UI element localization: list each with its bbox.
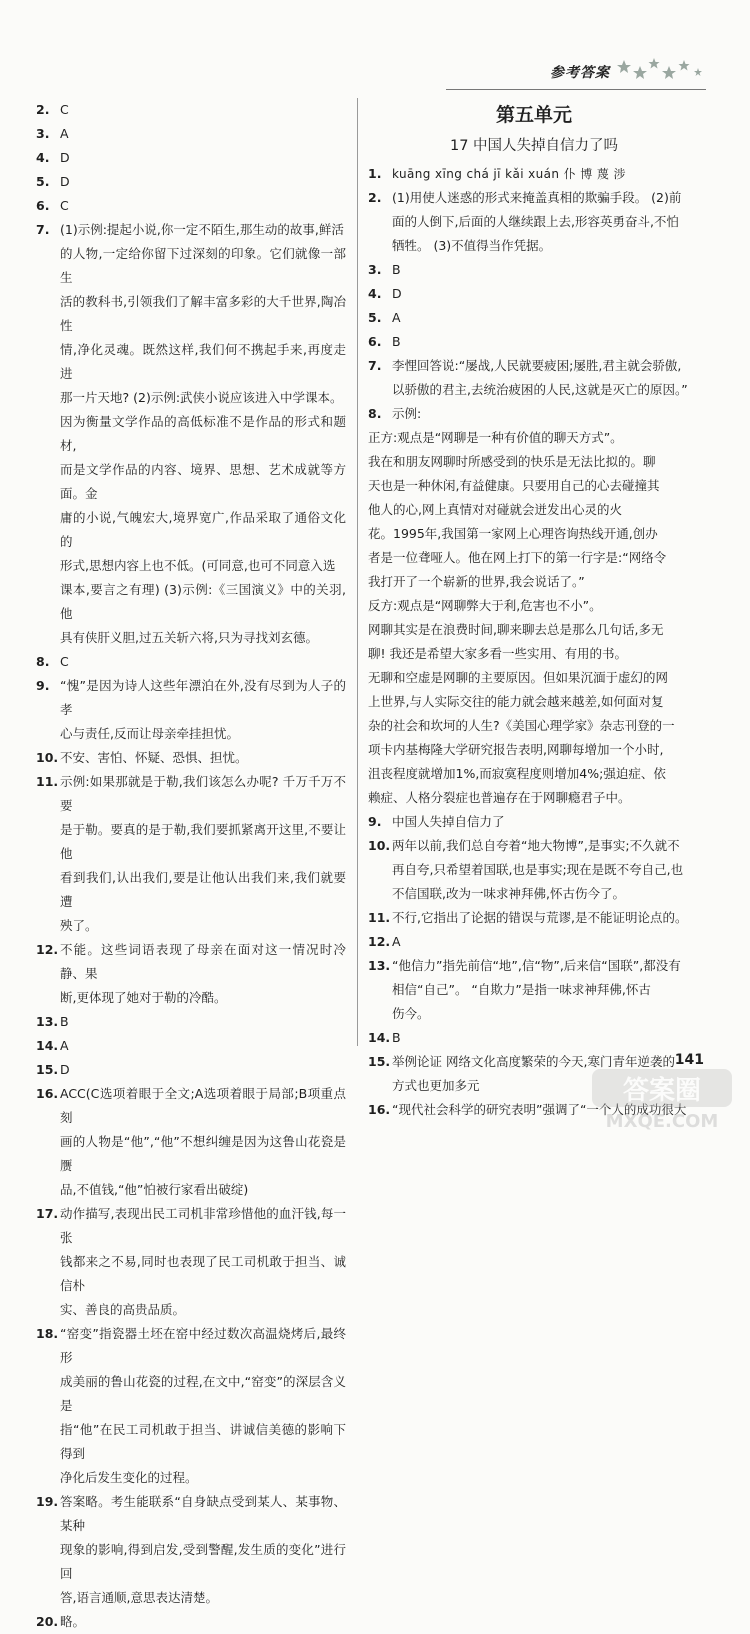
answer-text: 两年以前,我们总自夸着“地大物博”,是事实;不久就不 再自夸,只希望着国联,也是事实;现在是既不夸自己,也 不信国联,改为一味求神拜佛,怀古伤今了。 (392, 838, 684, 901)
answer-text: D (60, 150, 70, 165)
answer-text: D (60, 174, 70, 189)
answer-number: 3. (368, 262, 382, 277)
answer-item (36, 1490, 346, 1610)
answer-number: 6. (36, 198, 50, 213)
answer-number: 1. (368, 166, 382, 181)
answer-text: B (392, 334, 401, 349)
answer-item (368, 330, 700, 354)
answer-number: 2. (368, 190, 382, 205)
answer-text: B (60, 1014, 69, 1029)
answer-text: 不能。这些词语表现了母亲在面对这一情况时冷静、果 断,更体现了她对于勒的冷酷。 (60, 942, 346, 1005)
answer-text: “愧”是因为诗人这些年漂泊在外,没有尽到为人子的孝 心与责任,反而让母亲牵挂担忧。 (60, 678, 346, 741)
unit-title: 第五单元 (495, 104, 572, 126)
answer-item (36, 650, 346, 674)
answer-text: A (392, 310, 401, 325)
answer-item (368, 258, 700, 282)
answer-number: 3. (36, 126, 50, 141)
answer-number: 7. (368, 358, 382, 373)
answer-text: C (60, 198, 69, 213)
header-rule (446, 89, 706, 90)
answer-list (368, 186, 700, 426)
answer-text: (1)用使人迷惑的形式来掩盖真相的欺骗手段。 (2)前 面的人倒下,后面的人继续跟上去,形容英勇奋斗,不怕 牺牲。 (3)不值得当作凭据。 (392, 190, 682, 253)
answer-number: 13. (36, 1014, 59, 1029)
answer-text: 不安、害怕、怀疑、恐惧、担忧。 (60, 750, 248, 765)
watermark-logo (582, 1063, 742, 1133)
answer-item (36, 170, 346, 194)
answer-number: 6. (368, 334, 382, 349)
answer-number: 13. (368, 958, 391, 973)
answer-text: 答案略。考生能联系“自身缺点受到某人、某事物、某种 现象的影响,得到启发,受到警醒,发生质的变化”进行回 答,语言通顺,意思表达清楚。 (60, 1494, 346, 1605)
answer-item (36, 194, 346, 218)
answer-item (36, 770, 346, 938)
pinyin-answer: kuāng xīng chá jī kǎi xuán 仆 博 蔑 涉 (392, 167, 626, 181)
answer-item (368, 186, 700, 258)
answer-number: 9. (36, 678, 50, 693)
answer-number: 11. (36, 774, 59, 789)
answer-item (368, 834, 700, 906)
answer-number: 7. (36, 222, 50, 237)
answer-number: 15. (368, 1054, 391, 1069)
answer-number: 14. (36, 1038, 59, 1053)
right-answer-column (368, 98, 700, 1122)
answer-number: 4. (368, 286, 382, 301)
answer-number: 19. (36, 1494, 59, 1509)
answer-text: 不行,它指出了论据的错误与荒谬,是不能证明论点的。 (392, 910, 688, 925)
svg-text:MXQE.COM: MXQE.COM (605, 1111, 719, 1132)
answer-item (368, 954, 700, 1026)
answer-number: 2. (36, 102, 50, 117)
column-divider (357, 98, 358, 1046)
answer-item (36, 1010, 346, 1034)
answer-number: 4. (36, 150, 50, 165)
answer-item (368, 810, 700, 834)
answer-text: C (60, 654, 69, 669)
answer-text: B (392, 1030, 401, 1045)
answer-text: “他信力”指先前信“地”,信“物”,后来信“国联”,都没有 相信“自己”。 “自欺力”是指一味求神拜佛,怀古 伤今。 (392, 958, 681, 1021)
answer-number: 10. (368, 838, 391, 853)
answer-item (368, 1026, 700, 1050)
answer-item (368, 354, 700, 402)
answer-number: 12. (368, 934, 391, 949)
answer-number: 17. (36, 1206, 59, 1221)
answer-text: 李悝回答说:“屡战,人民就要疲困;屡胜,君主就会骄傲, 以骄傲的君主,去统治疲困的人民,这就是灭亡的原因。” (392, 358, 688, 397)
answer-item (36, 674, 346, 746)
answer-item (36, 1202, 346, 1322)
answer-number: 16. (36, 1086, 59, 1101)
answer-number: 8. (368, 406, 382, 421)
answer-text: 略。 (60, 1614, 86, 1629)
answer-number: 20. (36, 1614, 59, 1629)
answer-item (36, 1034, 346, 1058)
answer-number: 8. (36, 654, 50, 669)
answer-item (368, 906, 700, 930)
answer-item (36, 1610, 346, 1634)
answer-number: 9. (368, 814, 382, 829)
answer-item (36, 1082, 346, 1202)
answer-text: C (60, 102, 69, 117)
svg-text:答案圈: 答案圈 (622, 1076, 702, 1106)
answer-text: D (60, 1062, 70, 1077)
answer-number: 16. (368, 1102, 391, 1117)
answer-item (36, 746, 346, 770)
answer-number: 11. (368, 910, 391, 925)
answer-item (36, 218, 346, 650)
answer-number: 5. (36, 174, 50, 189)
page-number: 141 (674, 1052, 704, 1068)
answer-text: (1)示例:提起小说,你一定不陌生,那生动的故事,鲜活 的人物,一定给你留下过深刻的印象。它们就像一部生 活的教科书,引领我们了解丰富多彩的大千世界,陶冶性 情,净化灵魂。既然这样,我们何不携起手来,再度走进 那一片天地? (2)示例:武侠小说应该进入中学课本。 因为衡量文学作品的高低标准不是作品的形式和题材, 而是文学作品的内容、境界、思想、艺术成就等方面。金 庸的小说,气魄宏大,境界宽广,作品采取了通俗文化的 形式,思想内容上也不低。(可同意,也可不同意入选 课本,要言之有理) (3)示例:《三国演义》中的关羽,他 具有侠肝义胆,过五关斩六将,只为寻找刘玄德。 (60, 222, 346, 645)
item8-sample-answer: 正方:观点是“网聊是一种有价值的聊天方式”。 我在和朋友网聊时所感受到的快乐是无法比拟的。聊 天也是一种休闲,有益健康。只要用自己的心去碰撞其 他人的心,网上真情对对碰就会迸发出心灵的火 花。1995年,我国第一家网上心理咨询热线开通,创办 者是一位聋哑人。他在网上打下的第一行字是:“网络令 我打开了一个崭新的世界,我会说话了。” 反方:观点是“网聊弊大于利,危害也不小”。 网聊其实是在浪费时间,聊来聊去总是那么几句话,多无 聊! 我还是希望大家多看一些实用、有用的书。 无聊和空虚是网聊的主要原因。但如果沉湎于虚幻的网 上世界,与人实际交往的能力就会越来越差,如何面对复 杂的社会和坎坷的人生?《美国心理学家》杂志刊登的一 项卡内基梅隆大学研究报告表明,网聊每增加一个小时, 沮丧程度就增加1%,而寂寞程度则增加4%;强迫症、依 赖症、人格分裂症也普遍存在于网聊瘾君子中。 (368, 430, 675, 805)
answer-number: 15. (36, 1062, 59, 1077)
answer-text: 示例: (392, 406, 422, 421)
answer-item (36, 1058, 346, 1082)
answer-item (368, 402, 700, 426)
answer-text: A (60, 1038, 69, 1053)
answer-text: “窑变”指瓷器土坯在窑中经过数次高温烧烤后,最终形 成美丽的鲁山花瓷的过程,在文中,“窑变”的深层含义是 指“他”在民工司机敢于担当、讲诚信美德的影响下得到 净化后发生变化的过程。 (60, 1326, 346, 1485)
answer-text: D (392, 286, 402, 301)
answer-text: 举例论证 网络文化高度繁荣的今天,寒门青年逆袭的 方式也更加多元 (392, 1054, 675, 1093)
answer-text: A (392, 934, 401, 949)
answer-item (368, 162, 700, 186)
answer-item (36, 938, 346, 1010)
answer-text: ACC(C选项着眼于全文;A选项着眼于局部;B项重点刻 画的人物是“他”,“他”不想纠缠是因为这鲁山花瓷是赝 品,不值钱,“他”怕被行家看出破绽) (60, 1086, 346, 1197)
answer-text: A (60, 126, 69, 141)
answer-item (368, 930, 700, 954)
answer-text: 示例:如果那就是于勒,我们该怎么办呢? 千万千万不要 是于勒。要真的是于勒,我们要抓紧离开这里,不要让他 看到我们,认出我们,要是让他认出我们来,我们就要遭 殃了。 (60, 774, 346, 933)
answer-number: 5. (368, 310, 382, 325)
answer-text: B (392, 262, 401, 277)
answer-item (368, 282, 700, 306)
answer-text: 动作描写,表现出民工司机非常珍惜他的血汗钱,每一张 钱都来之不易,同时也表现了民工司机敢于担当、诚信朴 实、善良的高贵品质。 (60, 1206, 346, 1317)
answer-text: “现代社会科学的研究表明”强调了“一个人的成功很大 (392, 1102, 687, 1117)
left-answer-column (36, 98, 346, 1634)
answer-item (368, 306, 700, 330)
answer-item (36, 122, 346, 146)
answer-number: 18. (36, 1326, 59, 1341)
answer-item (36, 1322, 346, 1490)
answer-number: 14. (368, 1030, 391, 1045)
answer-text: 中国人失掉自信力了 (392, 814, 505, 829)
stars-decoration-icon (614, 52, 706, 84)
answer-number: 12. (36, 942, 59, 957)
answer-item (36, 146, 346, 170)
answer-item (36, 98, 346, 122)
page-header (446, 56, 706, 90)
header-title: 参考答案 (550, 65, 610, 81)
answer-number: 10. (36, 750, 59, 765)
lesson-title: 17 中国人失掉自信力了吗 (449, 138, 619, 154)
